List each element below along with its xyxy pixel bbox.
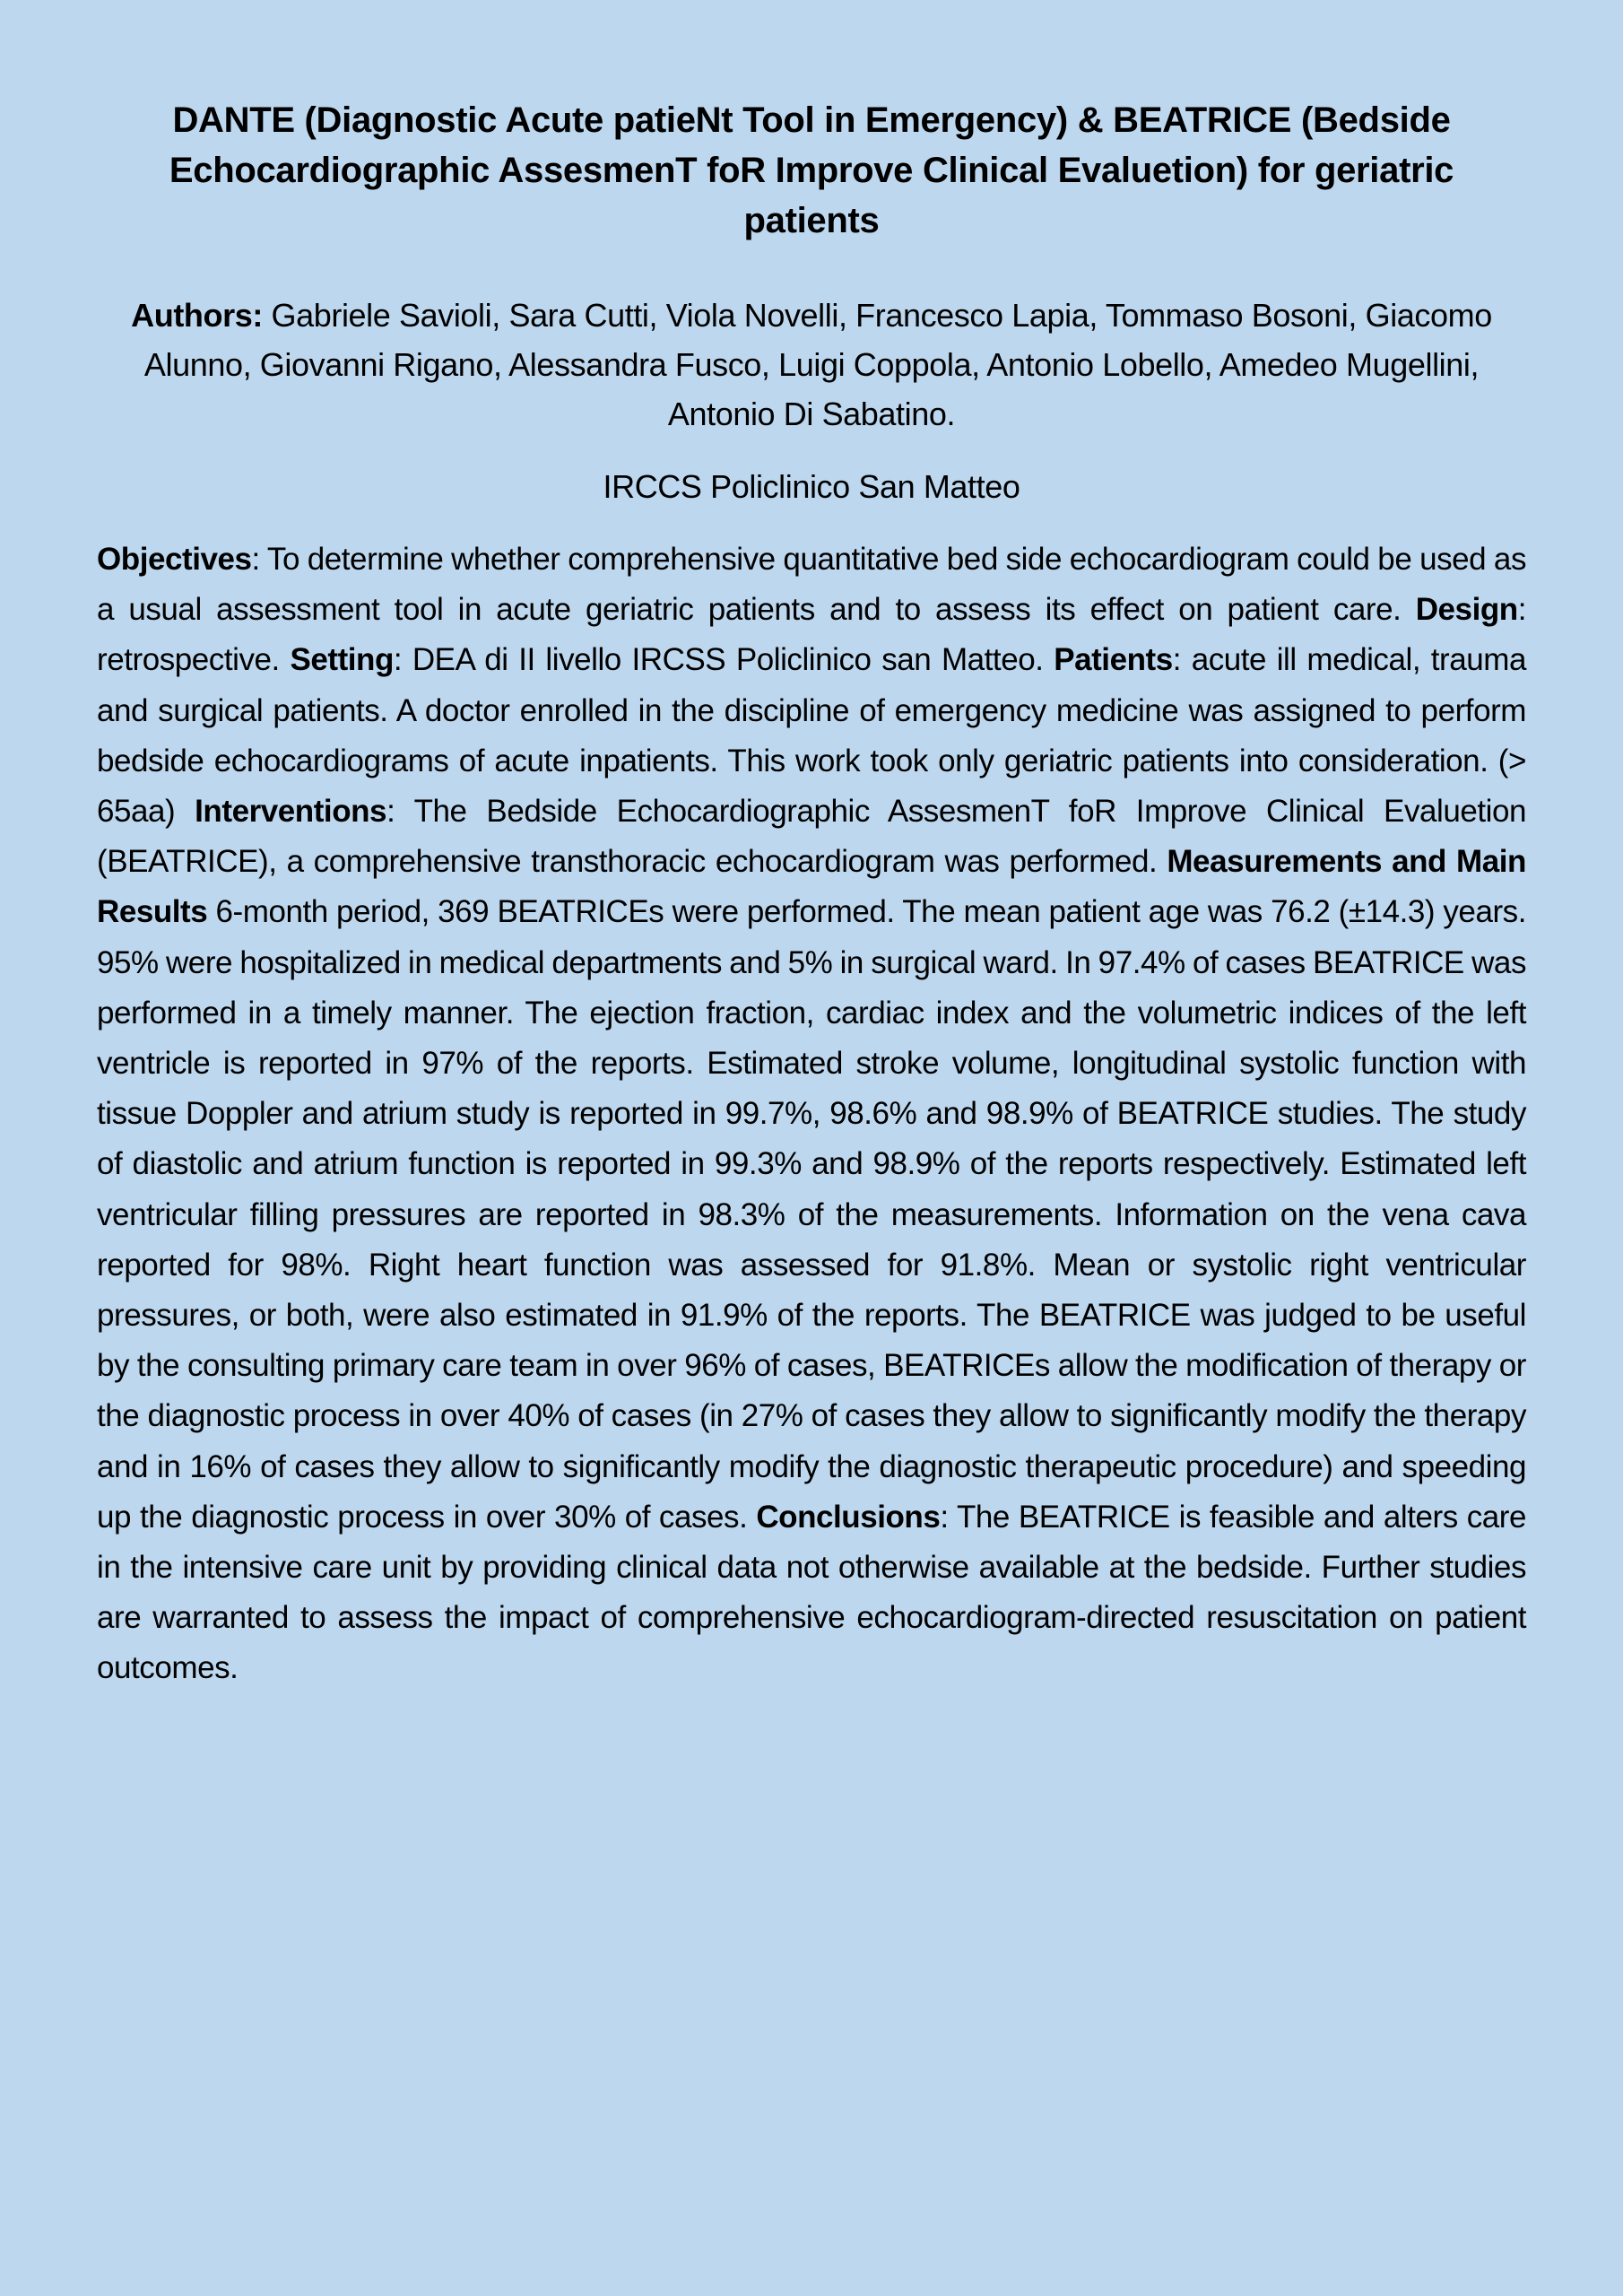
authors-names: Gabriele Savioli, Sara Cutti, Viola Novelli, Francesco Lapia, Tommaso Bosoni, Giacomo Alunno, Giovanni Rigano, Alessandra Fusco, Luigi Coppola, Antonio Lobello, Amedeo Mugellini, Antonio Di Sabatino. bbox=[143, 297, 1492, 432]
conclusions-text: : The BEATRICE is feasible and alters care in the intensive care unit by providing clinical data not otherwise available at the bedside. Further studies are warranted to assess the impact of comprehensive echocardiogram-directed resuscitation on patient outcomes. bbox=[97, 1499, 1526, 1686]
setting-text: : DEA di II livello IRCSS Policlinico san Matteo. bbox=[393, 642, 1055, 678]
design-text: : retrospective. bbox=[97, 592, 1526, 678]
objectives-text: : To determine whether comprehensive quantitative bed side echocardiogram could be used as a usual assessment tool in acute geriatric patients and to assess its effect on patient care. bbox=[97, 542, 1526, 628]
patients-heading: Patients bbox=[1054, 642, 1173, 678]
page-title: DANTE (Diagnostic Acute patieNt Tool in Emergency) & BEATRICE (Bedside Echocardiographic AssesmenT foR Improve Clinical Evaluetion) for geriatric patients bbox=[169, 100, 1454, 240]
authors-label: Authors: bbox=[131, 297, 263, 334]
affiliation: IRCCS Policlinico San Matteo bbox=[603, 468, 1020, 505]
patients-text: : acute ill medical, trauma and surgical patients. A doctor enrolled in the discipline of emergency medicine was assigned to perform bedside echocardiograms of acute inpatients. This work took only geriatric patients into consideration. (> 65aa) bbox=[97, 642, 1526, 830]
interventions-heading: Interventions bbox=[195, 794, 387, 830]
interventions-text: : The Bedside Echocardiographic AssesmenT foR Improve Clinical Evaluetion (BEATRICE), a comprehensive transthoracic echocardiogram was performed. bbox=[97, 794, 1526, 880]
authors-line bbox=[126, 291, 1497, 439]
setting-heading: Setting bbox=[290, 642, 394, 678]
objectives-heading: Objectives bbox=[97, 542, 252, 577]
results-heading: Measurements and Main Results bbox=[97, 844, 1526, 930]
conclusions-heading: Conclusions bbox=[756, 1499, 941, 1535]
results-text: 6-month period, 369 BEATRICEs were performed. The mean patient age was 76.2 (±14.3) years. 95% were hospitalized in medical departments and 5% in surgical ward. In 97.4% of cases BEATRICE was performed in a timely manner. The ejection fraction, cardiac index and the volumetric indices of the left ventricle is reported in 97% of the reports. Estimated stroke volume, longitudinal systolic function with tissue Doppler and atrium study is reported in 99.7%, 98.6% and 98.9% of BEATRICE studies. The study of diastolic and atrium function is reported in 99.3% and 98.9% of the reports respectively. Estimated left ventricular filling pressures are reported in 98.3% of the measurements. Information on the vena cava reported for 98%. Right heart function was assessed for 91.8%. Mean or systolic right ventricular pressures, or both, were also estimated in 91.9% of the reports. The BEATRICE was judged to be useful by the consulting primary care team in over 96% of cases, BEATRICEs allow the modification of therapy or the diagnostic process in over 40% of cases (in 27% of cases they allow to significantly modify the therapy and in 16% of cases they allow to significantly modify the diagnostic therapeutic procedure) and speeding up the diagnostic process in over 30% of cases. bbox=[97, 894, 1526, 1535]
abstract-body bbox=[97, 535, 1526, 1694]
design-heading: Design bbox=[1415, 592, 1518, 628]
